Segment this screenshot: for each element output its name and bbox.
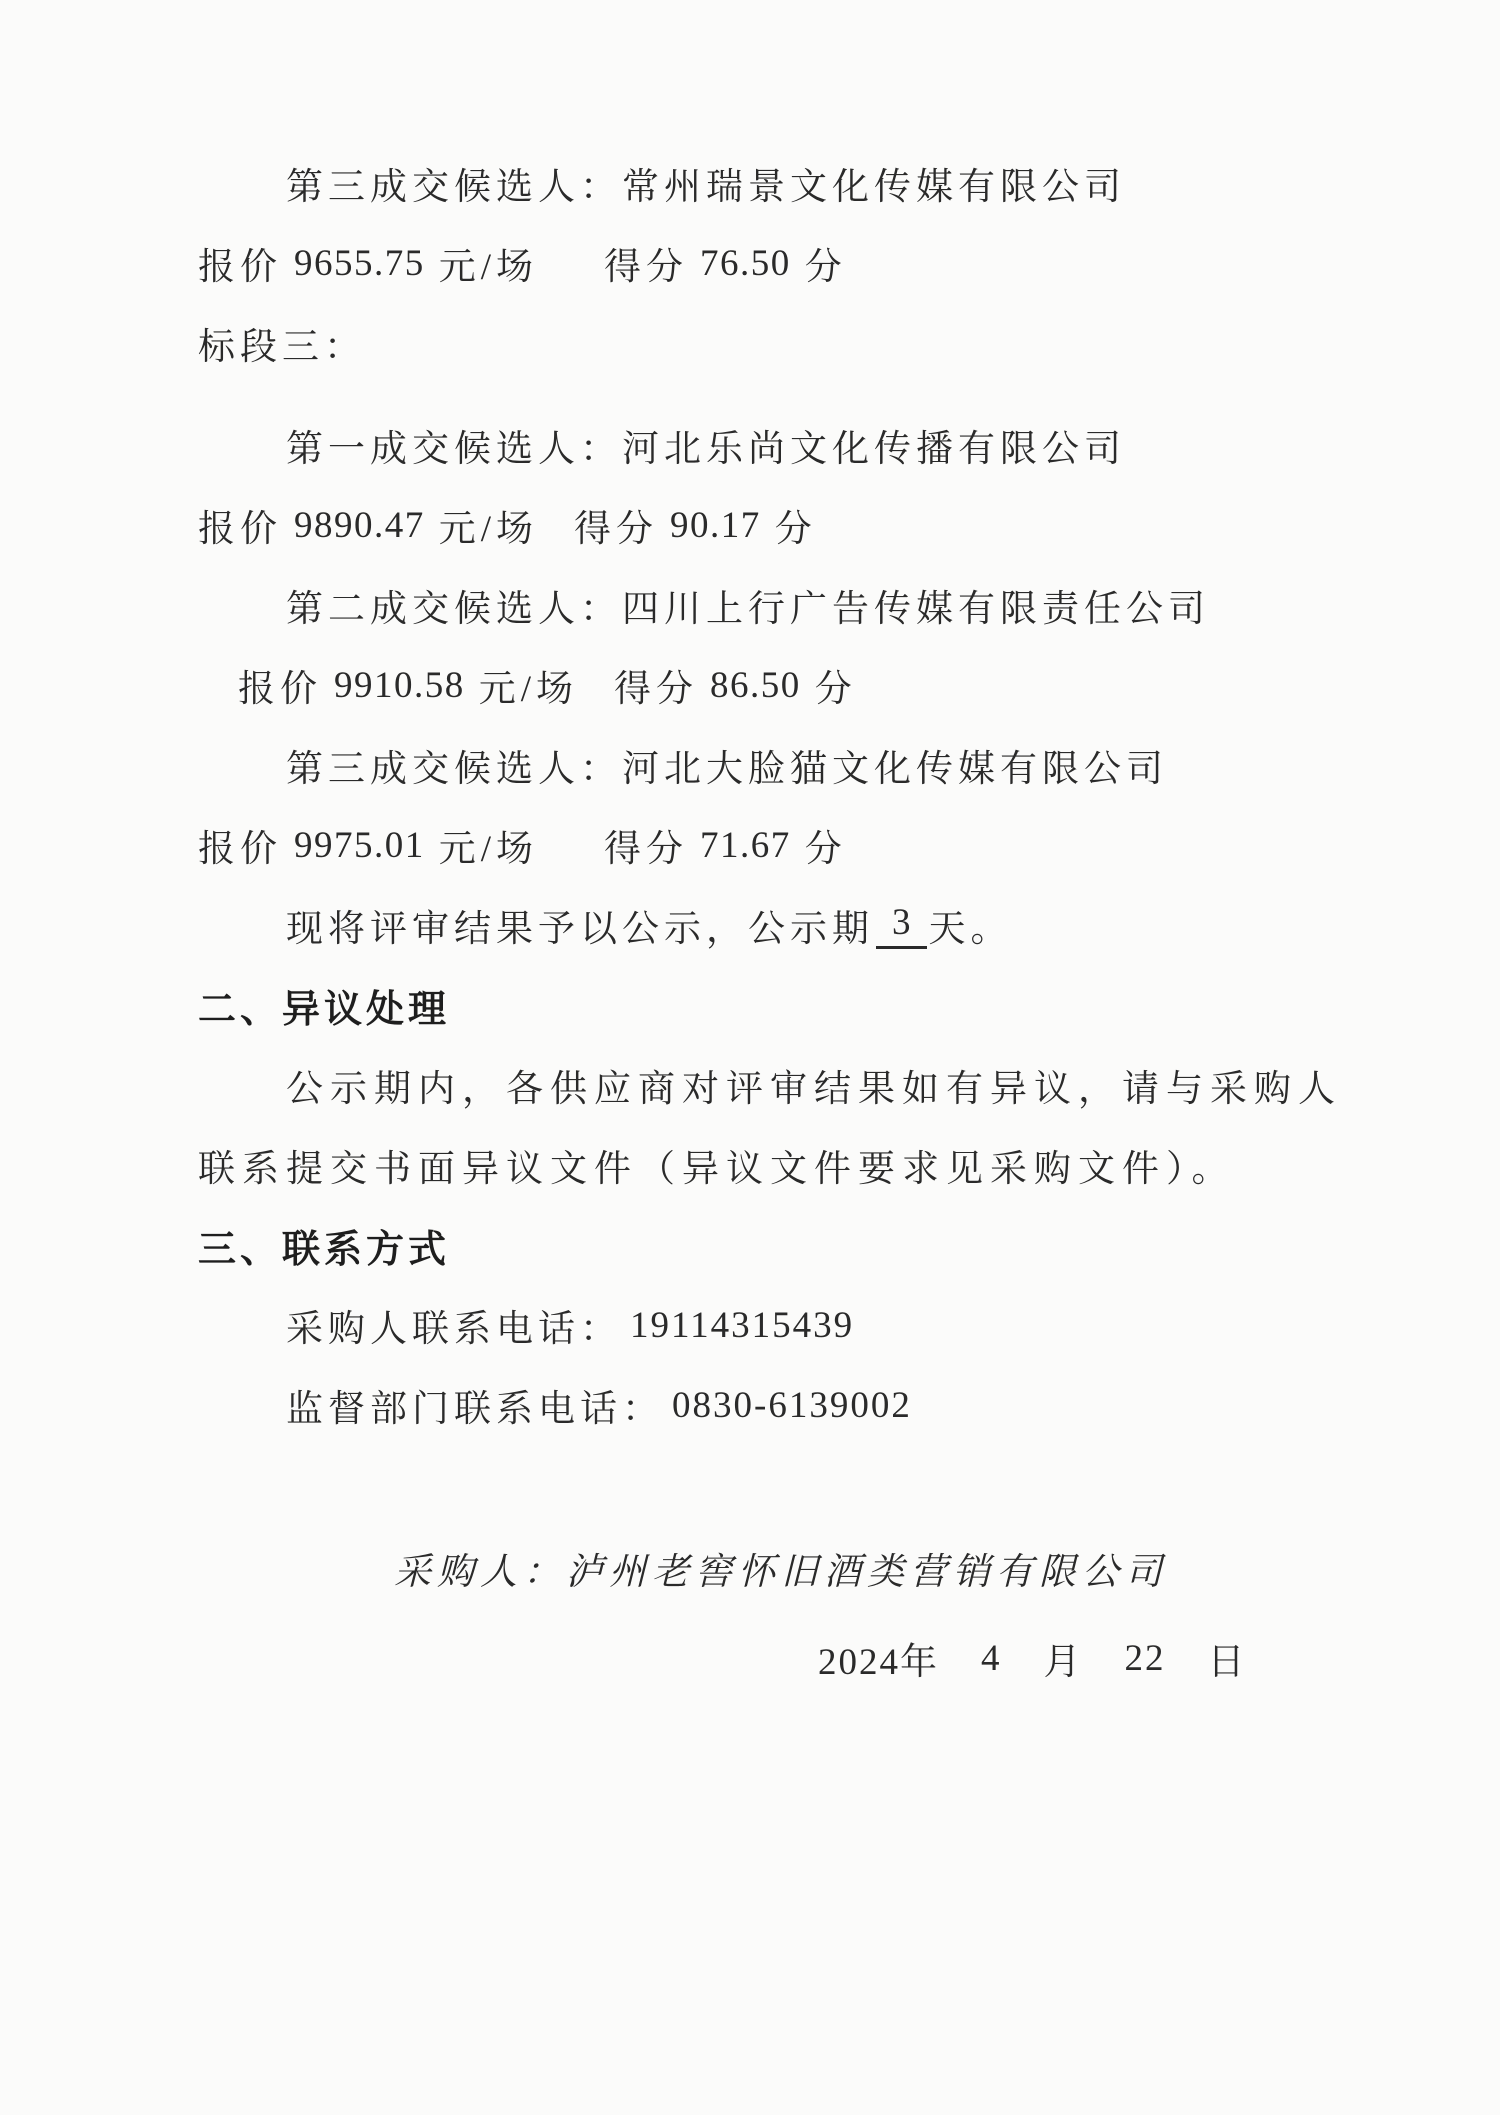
price-value: 9910.58 bbox=[334, 664, 465, 706]
buyer-phone-line bbox=[198, 1285, 1350, 1365]
candidate-rank-label: 第三成交候选人： bbox=[286, 167, 622, 208]
score-value: 86.50 bbox=[710, 664, 801, 706]
score-value: 76.50 bbox=[700, 242, 791, 284]
lot3-candidate1-line bbox=[198, 405, 1350, 485]
objection-heading-line bbox=[198, 965, 1350, 1045]
candidate-company-name: 河北大脸猫文化传媒有限公司 bbox=[622, 749, 1168, 790]
date-year: 2024年 bbox=[818, 1642, 939, 1683]
contact-heading: 三、联系方式 bbox=[198, 1228, 451, 1271]
score-label: 得分 bbox=[574, 509, 659, 550]
price-value: 9975.01 bbox=[294, 824, 425, 866]
score-unit: 分 bbox=[814, 669, 857, 710]
candidate-rank-label: 第一成交候选人： bbox=[286, 429, 622, 470]
score-unit: 分 bbox=[774, 509, 817, 550]
lot3-candidate2-quote-line bbox=[198, 645, 1350, 725]
price-label: 报价 bbox=[238, 669, 322, 710]
objection-body-line1 bbox=[198, 1045, 1350, 1125]
buyer-phone-number: 19114315439 bbox=[630, 1304, 855, 1346]
price-value: 9655.75 bbox=[294, 242, 425, 284]
score-value: 90.17 bbox=[670, 504, 761, 546]
buyer-name: 泸州老窖怀旧酒类营销有限公司 bbox=[566, 1552, 1168, 1593]
lot3-candidate1-quote-line bbox=[198, 485, 1350, 565]
lot3-candidate3-quote-line bbox=[198, 805, 1350, 885]
date-day-number: 22 bbox=[1124, 1637, 1166, 1679]
candidate-rank-label: 第二成交候选人： bbox=[286, 589, 622, 630]
lot3-candidate3-line bbox=[198, 725, 1350, 805]
score-label: 得分 bbox=[604, 247, 689, 288]
buyer-label: 采购人： bbox=[394, 1552, 566, 1593]
score-label: 得分 bbox=[614, 669, 699, 710]
candidate-rank-label: 第三成交候选人： bbox=[286, 749, 622, 790]
candidate-company-name: 河北乐尚文化传播有限公司 bbox=[622, 429, 1126, 470]
supervisor-phone-number: 0830-6139002 bbox=[672, 1384, 912, 1426]
objection-heading: 二、异议处理 bbox=[198, 988, 451, 1031]
date-line bbox=[198, 1618, 1350, 1698]
objection-text: 公示期内，各供应商对评审结果如有异议，请与采购人 bbox=[286, 1069, 1342, 1110]
candidate-company-name: 常州瑞景文化传媒有限公司 bbox=[622, 167, 1126, 208]
prev-lot-candidate3-quote-line bbox=[198, 223, 1350, 303]
supervisor-phone-line bbox=[198, 1365, 1350, 1445]
prev-lot-candidate3-line bbox=[198, 143, 1350, 223]
price-unit: 元/场 bbox=[478, 669, 579, 710]
lot3-candidate2-line bbox=[198, 565, 1350, 645]
price-value: 9890.47 bbox=[294, 504, 425, 546]
date-month-label: 月 bbox=[1043, 1642, 1083, 1683]
date-month-number: 4 bbox=[981, 1637, 1002, 1679]
supervisor-phone-label: 监督部门联系电话： bbox=[286, 1389, 664, 1430]
publicity-days: 3 bbox=[876, 901, 927, 949]
price-unit: 元/场 bbox=[438, 247, 539, 288]
price-unit: 元/场 bbox=[438, 829, 539, 870]
signature-line bbox=[198, 1528, 1350, 1608]
contact-heading-line bbox=[198, 1205, 1350, 1285]
date-day-label: 日 bbox=[1207, 1642, 1247, 1683]
score-value: 71.67 bbox=[700, 824, 791, 866]
price-label: 报价 bbox=[198, 829, 282, 870]
price-label: 报价 bbox=[198, 509, 282, 550]
buyer-phone-label: 采购人联系电话： bbox=[286, 1309, 622, 1350]
candidate-company-name: 四川上行广告传媒有限责任公司 bbox=[622, 589, 1210, 630]
publicity-period-line bbox=[198, 885, 1350, 965]
score-unit: 分 bbox=[804, 247, 847, 288]
price-label: 报价 bbox=[198, 247, 282, 288]
score-label: 得分 bbox=[604, 829, 689, 870]
objection-body-line2 bbox=[198, 1125, 1350, 1205]
publicity-prefix: 现将评审结果予以公示，公示期 bbox=[286, 909, 874, 950]
publicity-suffix: 天。 bbox=[928, 909, 1013, 950]
objection-text: 联系提交书面异议文件（异议文件要求见采购文件）。 bbox=[198, 1149, 1236, 1190]
price-unit: 元/场 bbox=[438, 509, 539, 550]
lot3-heading: 标段三： bbox=[198, 327, 366, 368]
score-unit: 分 bbox=[804, 829, 847, 870]
lot3-heading-line bbox=[198, 303, 1350, 383]
